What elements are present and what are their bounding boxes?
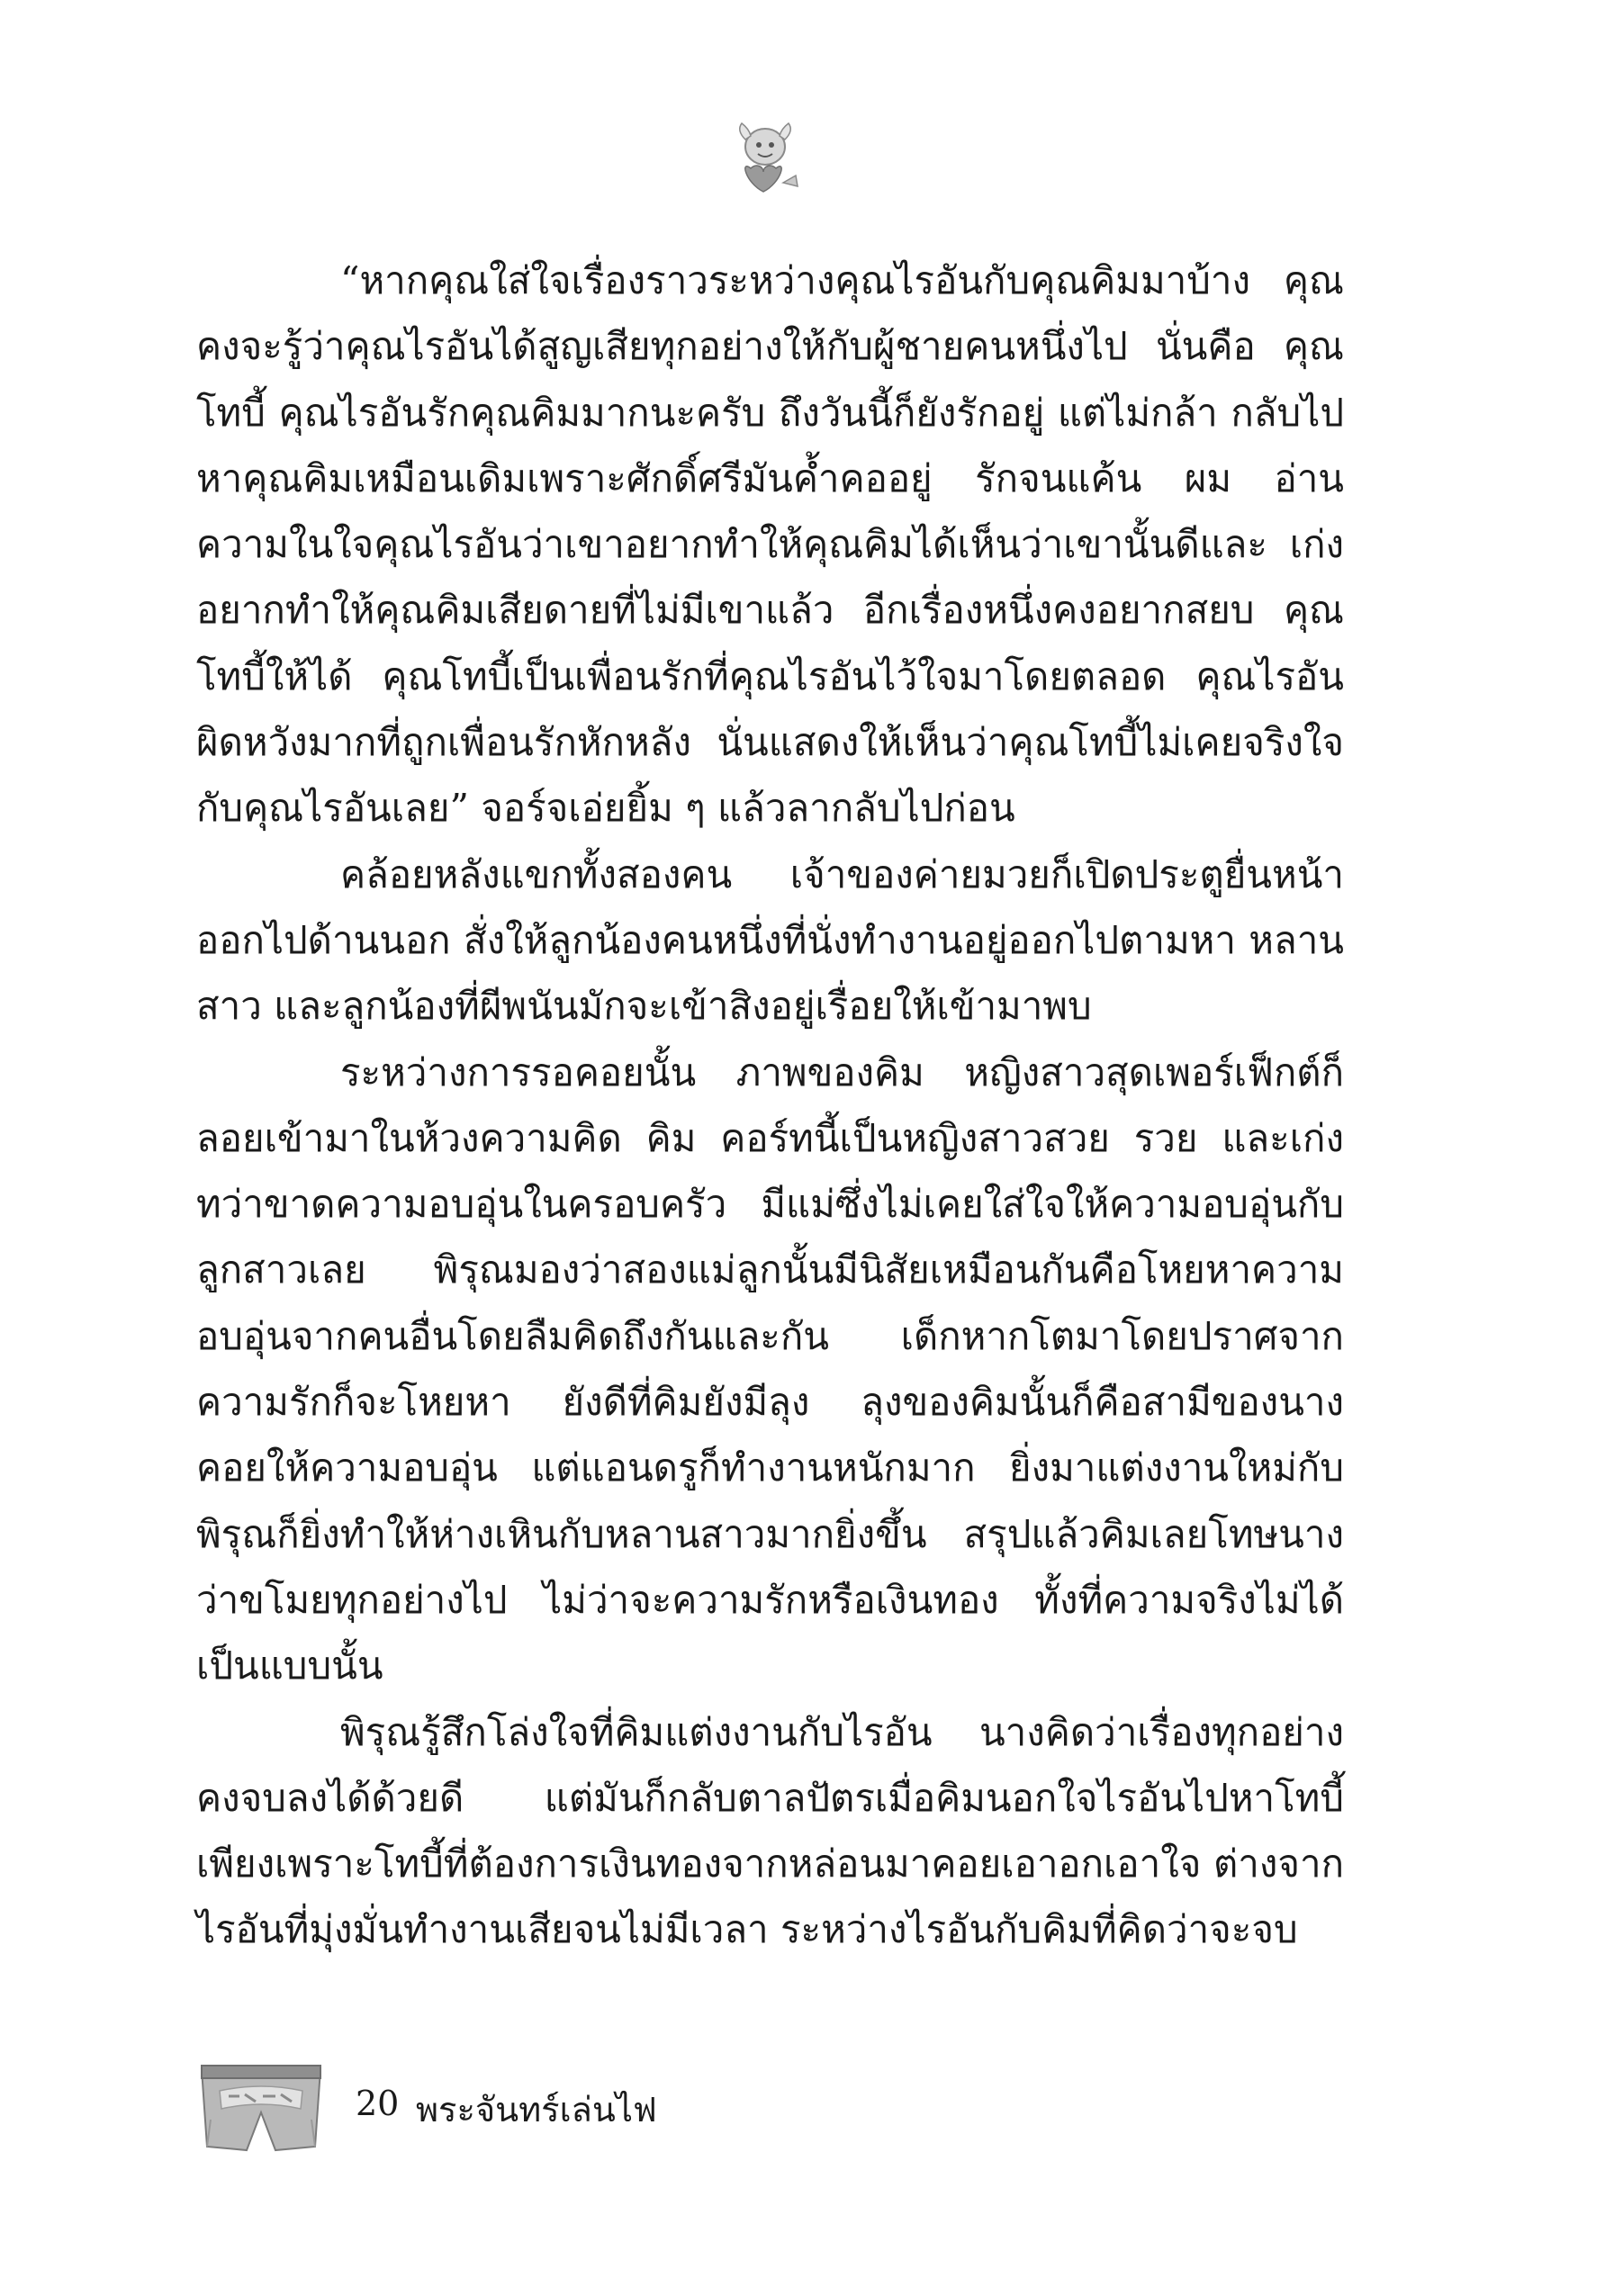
page-footer: [189, 2057, 819, 2165]
boxing-shorts-icon: [189, 2057, 333, 2160]
body-text: [196, 248, 1344, 1963]
running-title: พระจันทร์เล่นไฟ: [416, 2090, 657, 2129]
paragraph: “หากคุณใส่ใจเรื่องราวระหว่างคุณไรอันกับคุณคิมมาบ้าง คุณคงจะรู้ว่าคุณไรอันได้สูญเสียทุกอย่างให้กับผู้ชายคนหนึ่งไป นั่นคือ คุณโทบี้ คุณไรอันรักคุณคิมมากนะครับ ถึงวันนี้ก็ยังรักอยู่ แต่ไม่กล้า กลับไปหาคุณคิมเหมือนเดิมเพราะศักดิ์ศรีมันค้ำคออยู่ รักจนแค้น ผม อ่านความในใจคุณไรอันว่าเขาอยากทำให้คุณคิมได้เห็นว่าเขานั้นดีและ เก่ง อยากทำให้คุณคิมเสียดายที่ไม่มีเขาแล้ว อีกเรื่องหนึ่งคงอยากสยบ คุณโทบี้ให้ได้ คุณโทบี้เป็นเพื่อนรักที่คุณไรอันไว้ใจมาโดยตลอด คุณไรอัน ผิดหวังมากที่ถูกเพื่อนรักหักหลัง นั่นแสดงให้เห็นว่าคุณโทบี้ไม่เคยจริงใจ กับคุณไรอันเลย” จอร์จเอ่ยยิ้ม ๆ แล้วลากลับไปก่อน: [196, 258, 1344, 831]
paragraph: คล้อยหลังแขกทั้งสองคน เจ้าของค่ายมวยก็เปิดประตูยื่นหน้า ออกไปด้านนอก สั่งให้ลูกน้องคนหนึ่งที่นั่งทำงานอยู่ออกไปตามหา หลานสาว และลูกน้องที่ผีพนันมักจะเข้าสิงอยู่เรื่อยให้เข้ามาพบ: [196, 851, 1344, 1029]
paragraph: ระหว่างการรอคอยนั้น ภาพของคิม หญิงสาวสุดเพอร์เฟ็กต์ก็ ลอยเข้ามาในห้วงความคิด คิม คอร์ทนี้เป็นหญิงสาวสวย รวย และเก่ง ทว่าขาดความอบอุ่นในครอบครัว มีแม่ซึ่งไม่เคยใส่ใจให้ความอบอุ่นกับ ลูกสาวเลย พิรุณมองว่าสองแม่ลูกนั้นมีนิสัยเหมือนกันคือโหยหาความ อบอุ่นจากคนอื่นโดยลืมคิดถึงกันและกัน เด็กหากโตมาโดยปราศจาก ความรักก็จะโหยหา ยังดีที่คิมยังมีลุง ลุงของคิมนั้นก็คือสามีของนาง คอยให้ความอบอุ่น แต่แอนดรูก็ทำงานหนักมาก ยิ่งมาแต่งงานใหม่กับ พิรุณก็ยิ่งทำให้ห่างเหินกับหลานสาวมากยิ่งขึ้น สรุปแล้วคิมเลยโทษนาง ว่าขโมยทุกอย่างไป ไม่ว่าจะความรักหรือเงินทอง ทั้งที่ความจริงไม่ได้ เป็นแบบนั้น: [196, 1049, 1344, 1688]
cherub-heart-icon: [720, 113, 810, 203]
page-number: 20: [356, 2084, 400, 2123]
paragraph: พิรุณรู้สึกโล่งใจที่คิมแต่งงานกับไรอัน นางคิดว่าเรื่องทุกอย่าง คงจบลงได้ด้วยดี แต่มันก็กลับตาลปัตรเมื่อคิมนอกใจไรอันไปหาโทบี้ เพียงเพราะโทบี้ที่ต้องการเงินทองจากหล่อนมาคอยเอาอกเอาใจ ต่างจาก ไรอันที่มุ่งมั่นทำงานเสียจนไม่มีเวลา ระหว่างไรอันกับคิมที่คิดว่าจะจบ: [196, 1709, 1344, 1952]
